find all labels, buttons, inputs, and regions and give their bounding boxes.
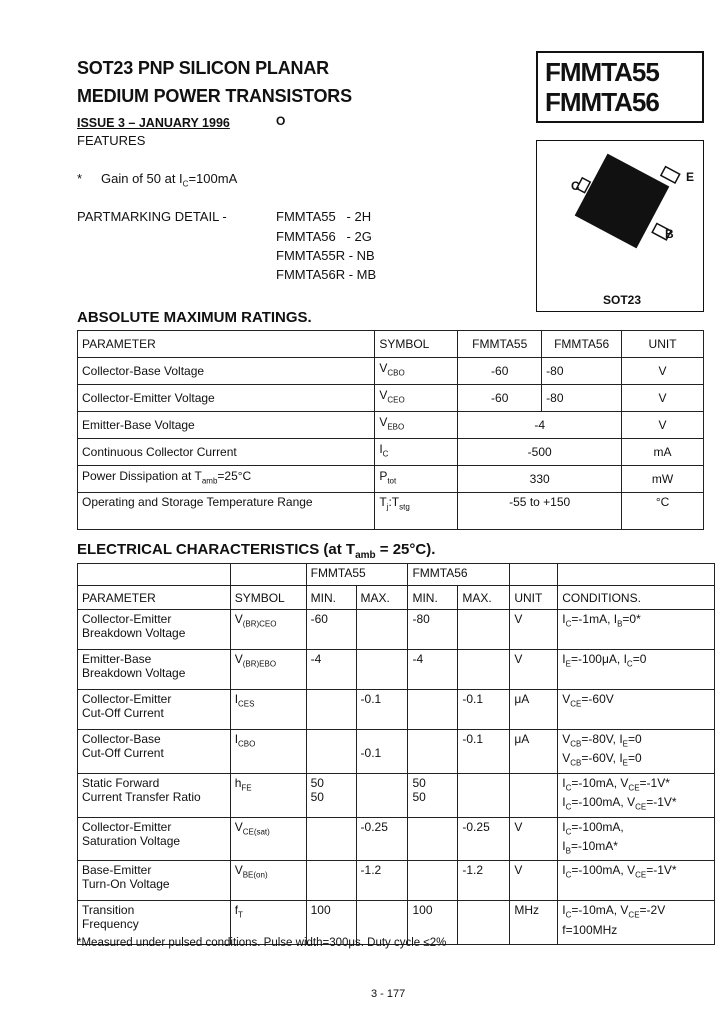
ec-symbol: $V_{(BR)EBO}$ (230, 650, 306, 690)
amr-unit: V (622, 412, 704, 439)
ec-conditions: $I_C=-1mA$, $I_B=0*$ (558, 610, 715, 650)
ec-max56: -0.1 (458, 690, 510, 730)
table-row (78, 466, 704, 493)
ec-conditions: $I_C=-10mA$, $V_{CE}=-1V*$ $I_C=-100mA$, $V_{CE}=-1V*$ (558, 773, 715, 817)
table-row (78, 493, 704, 530)
footnote: *Measured under pulsed conditions. Pulse width=300μs. Duty cycle ≤2% (77, 937, 447, 949)
ec-max55 (356, 610, 408, 650)
ec-min55 (306, 690, 356, 730)
ec-symbol: $I_{CES}$ (230, 690, 306, 730)
ec-symbol: $V_{(BR)CEO}$ (230, 610, 306, 650)
partmarking-item: FMMTA55R - NB (276, 248, 375, 263)
ec-min55: -60 (306, 610, 356, 650)
amr-unit: °C (622, 493, 704, 530)
amr-heading: ABSOLUTE MAXIMUM RATINGS. (77, 309, 312, 326)
ec-max55 (356, 773, 408, 817)
ec-col-unit: UNIT (510, 586, 558, 610)
title-line-2: MEDIUM POWER TRANSISTORS (77, 86, 352, 106)
amr-symbol: $V_{CEO}$ (375, 385, 458, 412)
amr-unit: mA (622, 439, 704, 466)
ec-col-symbol: SYMBOL (230, 586, 306, 610)
ec-col-parameter: PARAMETER (78, 586, 231, 610)
amr-value: -80 (542, 358, 622, 385)
amr-value: -60 (458, 385, 542, 412)
ec-min55: 50 50 (306, 773, 356, 817)
ec-min56 (408, 730, 458, 774)
amr-unit: V (622, 358, 704, 385)
ec-param: Collector-Emitter Saturation Voltage (78, 817, 231, 861)
part-number-box (536, 51, 704, 123)
ec-unit: μA (510, 730, 558, 774)
amr-col-fmmta55: FMMTA55 (458, 331, 542, 358)
ec-symbol: $V_{CE(sat)}$ (230, 817, 306, 861)
ec-conditions: $I_C=-10mA$, $V_{CE}=-2V$ f=100MHz (558, 901, 715, 945)
ec-param: Static Forward Current Transfer Ratio (78, 773, 231, 817)
ec-min55 (306, 817, 356, 861)
amr-param: Power Dissipation at $T_{amb}=25^\circ C$ (78, 466, 375, 493)
ec-min56: -80 (408, 610, 458, 650)
part-number-2: FMMTA56 (545, 87, 659, 117)
ec-unit: V (510, 610, 558, 650)
amr-value: -55 to +150 (458, 493, 622, 530)
ec-conditions: $V_{CB}=-80V$, $I_E=0$ $V_{CB}=-60V$, $I_E=0$ (558, 730, 715, 774)
ec-symbol: $f_T$ (230, 901, 306, 945)
features-heading: FEATURES (77, 133, 146, 148)
ec-max56: -0.1 (458, 730, 510, 774)
ec-col-min: MIN. (408, 586, 458, 610)
partmarking-item: FMMTA56R - MB (276, 267, 377, 282)
amr-symbol: $V_{EBO}$ (375, 412, 458, 439)
ec-param: Transition Frequency (78, 901, 231, 945)
amr-param: Emitter-Base Voltage (78, 412, 375, 439)
ec-param: Emitter-Base Breakdown Voltage (78, 650, 231, 690)
amr-header-row (78, 331, 704, 358)
amr-param: Collector-Emitter Voltage (78, 385, 375, 412)
table-row (78, 817, 715, 861)
amr-symbol: $P_{tot}$ (375, 466, 458, 493)
ec-conditions: $V_{CE}=-60V$ (558, 690, 715, 730)
ec-group-row (78, 564, 715, 586)
amr-col-parameter: PARAMETER (78, 331, 375, 358)
ec-symbol: $I_{CBO}$ (230, 730, 306, 774)
partmarking-label: PARTMARKING DETAIL - (77, 209, 227, 224)
ec-param: Collector-Base Cut-Off Current (78, 730, 231, 774)
ec-unit: V (510, 650, 558, 690)
amr-symbol: $T_j:T_{stg}$ (375, 493, 458, 530)
ec-max56 (458, 610, 510, 650)
ec-param: Base-Emitter Turn-On Voltage (78, 861, 231, 901)
page-number: 3 - 177 (371, 988, 406, 1000)
table-row (78, 439, 704, 466)
ec-col-max: MAX. (458, 586, 510, 610)
ec-min55: -4 (306, 650, 356, 690)
ec-min56 (408, 817, 458, 861)
amr-value: -500 (458, 439, 622, 466)
ec-max56 (458, 650, 510, 690)
amr-param: Operating and Storage Temperature Range (78, 493, 375, 530)
ec-conditions: $I_C=-100mA$, $V_{CE}=-1V*$ (558, 861, 715, 901)
ec-unit: MHz (510, 901, 558, 945)
issue-line: ISSUE 3 – JANUARY 1996 (77, 116, 230, 130)
amr-unit: mW (622, 466, 704, 493)
part-number-1: FMMTA55 (545, 57, 659, 87)
ec-col-max: MAX. (356, 586, 408, 610)
ec-group-fmmta56: FMMTA56 (408, 564, 510, 586)
ec-param: Collector-Emitter Cut-Off Current (78, 690, 231, 730)
table-row (78, 773, 715, 817)
ec-max56 (458, 773, 510, 817)
table-row (78, 650, 715, 690)
package-label: SOT23 (603, 293, 642, 307)
amr-table (77, 330, 704, 530)
ec-group-fmmta55: FMMTA55 (306, 564, 408, 586)
amr-value: 330 (458, 466, 622, 493)
amr-unit: V (622, 385, 704, 412)
table-row (78, 412, 704, 439)
ec-max56: -1.2 (458, 861, 510, 901)
ec-col-min: MIN. (306, 586, 356, 610)
amr-col-symbol: SYMBOL (375, 331, 458, 358)
amr-value: -60 (458, 358, 542, 385)
table-row (78, 690, 715, 730)
ec-param: Collector-Emitter Breakdown Voltage (78, 610, 231, 650)
issue-symbol: O (276, 114, 286, 128)
amr-col-fmmta56: FMMTA56 (542, 331, 622, 358)
pin-b-label: B (665, 227, 674, 241)
ec-conditions: $I_E=-100\mu A$, $I_C=0$ (558, 650, 715, 690)
table-row (78, 385, 704, 412)
amr-symbol: $I_C$ (375, 439, 458, 466)
ec-min55 (306, 861, 356, 901)
ec-max55: -0.25 (356, 817, 408, 861)
ec-max55: -0.1 (356, 730, 408, 774)
table-row (78, 730, 715, 774)
ec-max56 (458, 901, 510, 945)
ec-min55 (306, 730, 356, 774)
ec-min56: 50 50 (408, 773, 458, 817)
ec-min56: -4 (408, 650, 458, 690)
pin-e-label: E (686, 170, 695, 184)
ec-min55: 100 (306, 901, 356, 945)
ec-max55: -0.1 (356, 690, 408, 730)
ec-conditions: $I_C=-100mA$, $I_B=-10mA*$ (558, 817, 715, 861)
ec-unit (510, 773, 558, 817)
table-row (78, 358, 704, 385)
ec-min56 (408, 861, 458, 901)
ec-heading: ELECTRICAL CHARACTERISTICS (at $T_{amb} = 25^\circ C$). (77, 541, 436, 561)
ec-symbol: $V_{BE(on)}$ (230, 861, 306, 901)
ec-unit: V (510, 861, 558, 901)
amr-value: -80 (542, 385, 622, 412)
amr-col-unit: UNIT (622, 331, 704, 358)
ec-col-conditions: CONDITIONS. (558, 586, 715, 610)
partmarking-item: FMMTA55 - 2H (276, 209, 372, 224)
sot23-package-icon (537, 141, 702, 311)
ec-min56 (408, 690, 458, 730)
ec-table (77, 563, 715, 945)
ec-unit: μA (510, 690, 558, 730)
table-row (78, 861, 715, 901)
ec-header-row (78, 586, 715, 610)
partmarking-item: FMMTA56 - 2G (276, 229, 372, 244)
amr-value: -4 (458, 412, 622, 439)
ec-unit: V (510, 817, 558, 861)
ec-min56: 100 (408, 901, 458, 945)
ec-max55 (356, 650, 408, 690)
title-line-1: SOT23 PNP SILICON PLANAR (77, 58, 329, 78)
ec-max56: -0.25 (458, 817, 510, 861)
feature-bullet: * (77, 171, 83, 186)
feature-item: Gain of 50 at $I_C=100mA$ (101, 171, 238, 189)
amr-param: Continuous Collector Current (78, 439, 375, 466)
amr-symbol: $V_{CBO}$ (375, 358, 458, 385)
amr-param: Collector-Base Voltage (78, 358, 375, 385)
pin-c-label: C (571, 179, 580, 193)
ec-max55: -1.2 (356, 861, 408, 901)
ec-symbol: $h_{FE}$ (230, 773, 306, 817)
package-diagram (536, 140, 704, 312)
table-row (78, 610, 715, 650)
